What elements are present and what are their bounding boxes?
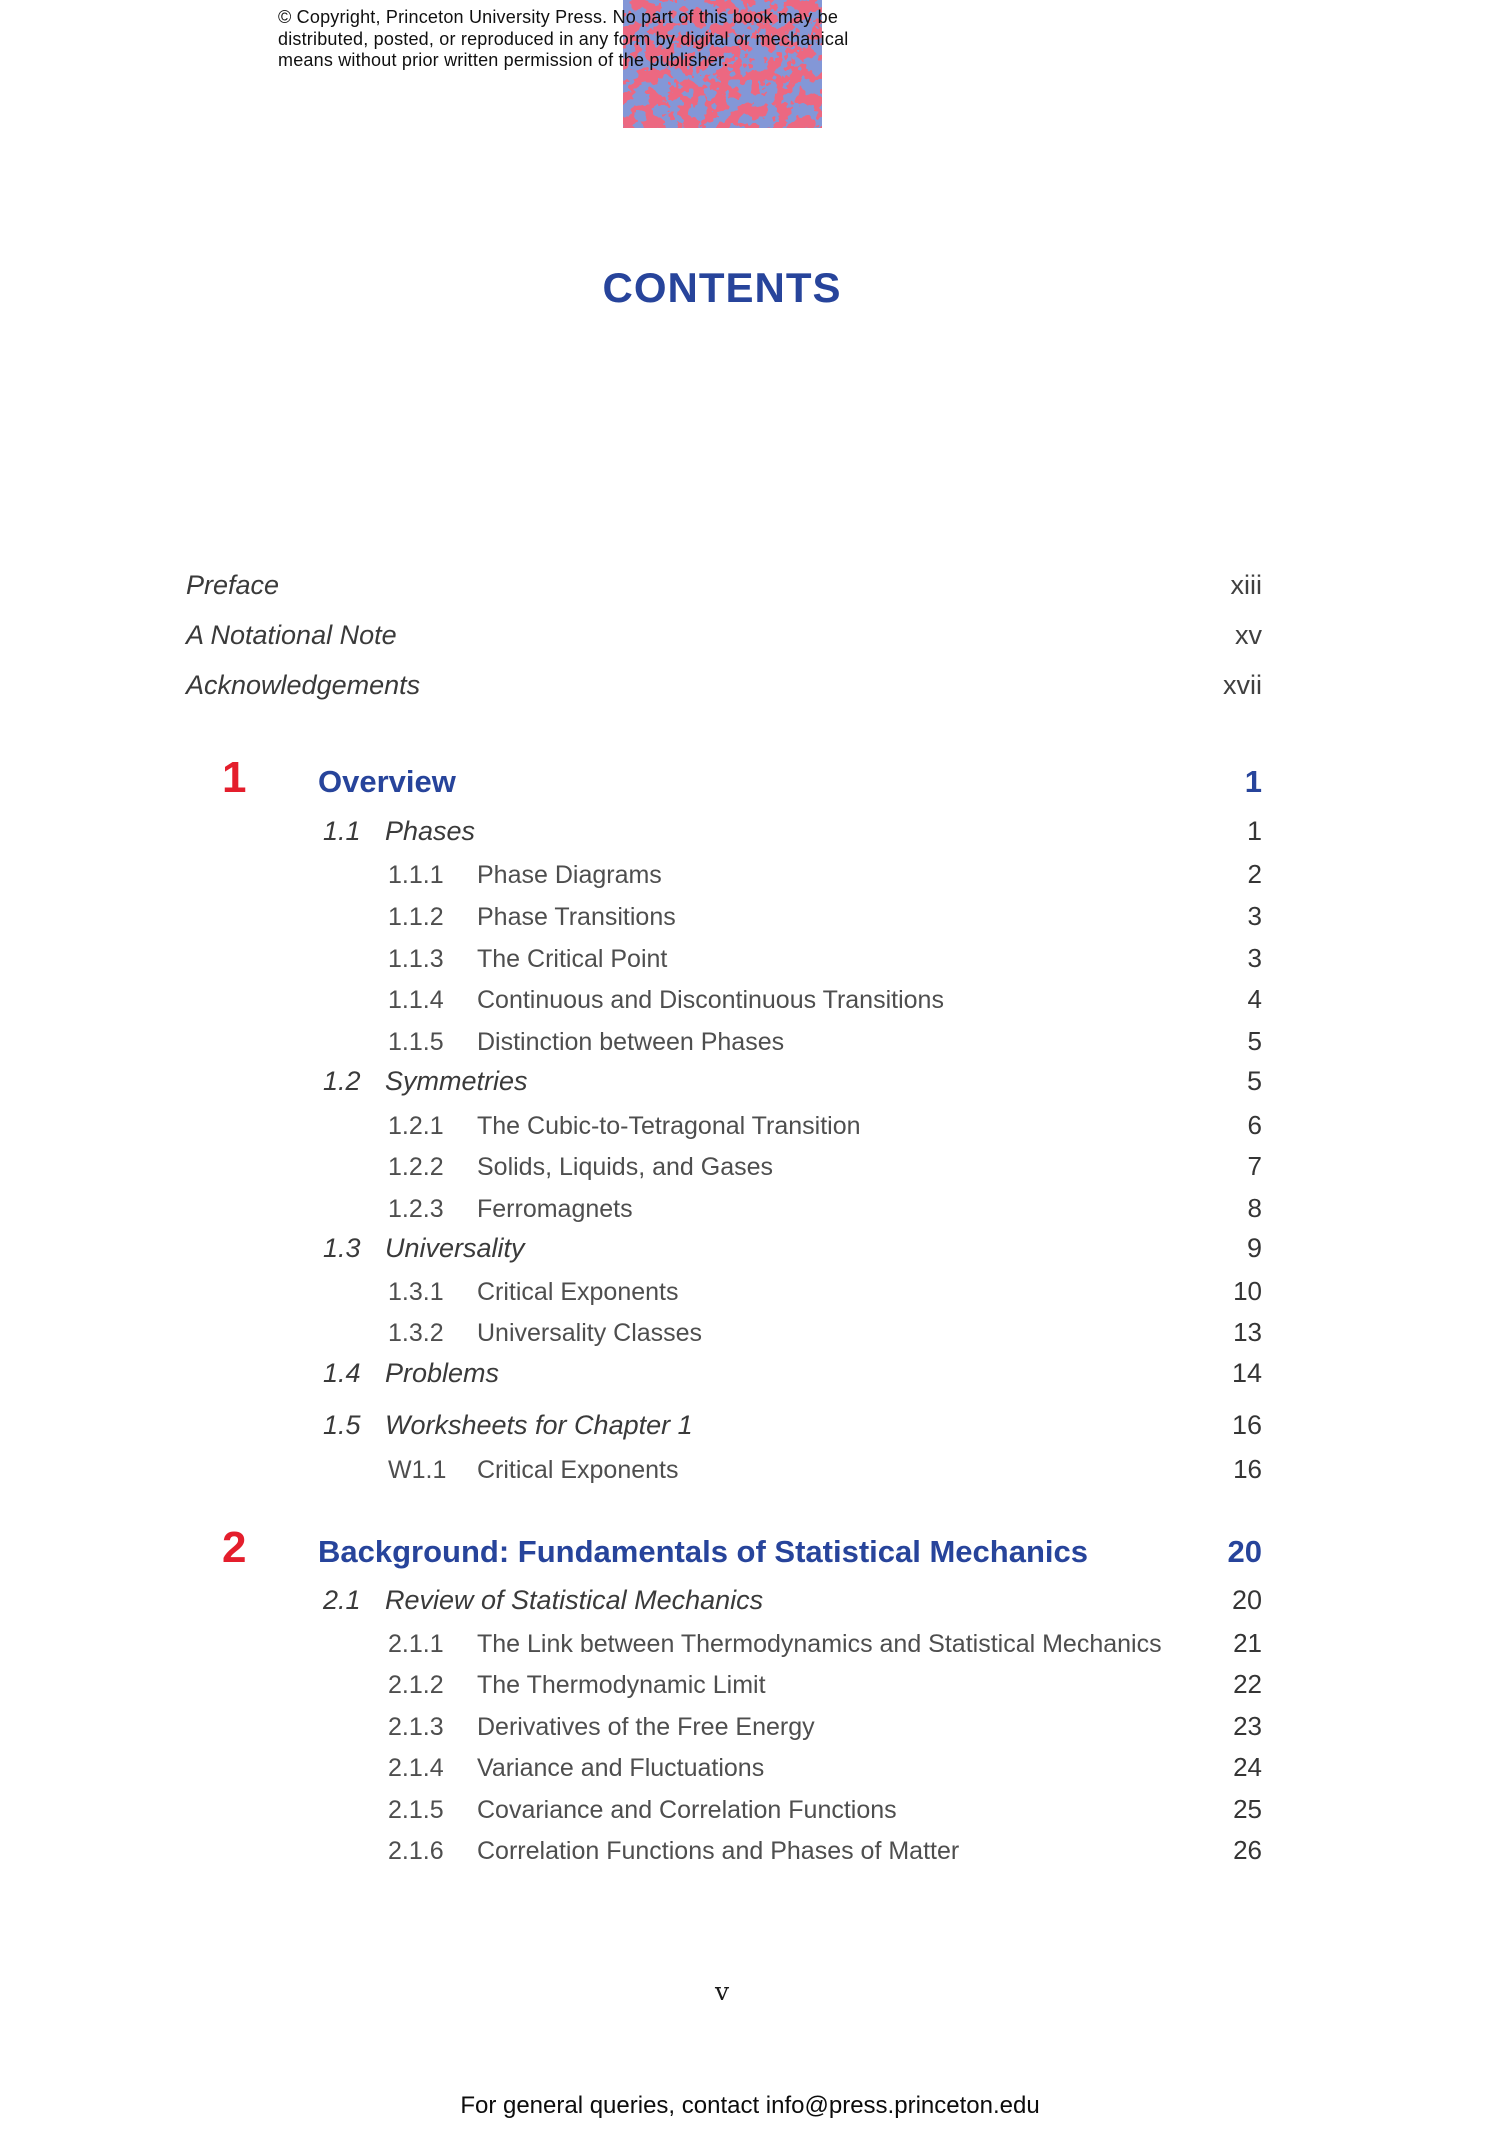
entry-number: 1.2: [323, 1066, 361, 1096]
entry-title: Variance and Fluctuations: [477, 1754, 765, 1782]
entry-number: 1.1.4: [388, 986, 444, 1014]
entry-number: 2.1.5: [388, 1796, 444, 1824]
toc-row-section: [0, 1360, 1500, 1387]
entry-number: 1.2.2: [388, 1153, 444, 1181]
entry-page: 8: [1247, 1193, 1262, 1223]
toc-row-subsection: [0, 1028, 1500, 1055]
entry-page: 21: [1233, 1628, 1262, 1658]
chapter-row: [0, 753, 1500, 802]
entry-number: 2.1.3: [388, 1713, 444, 1741]
copyright-line: distributed, posted, or reproduced in any form by digital or mechanical: [278, 28, 849, 49]
frontmatter-label: Preface: [186, 570, 280, 600]
entry-title: Universality Classes: [477, 1319, 703, 1347]
entry-title: Continuous and Discontinuous Transitions: [477, 986, 944, 1014]
entry-page: 22: [1233, 1669, 1262, 1699]
entry-page: 10: [1233, 1276, 1262, 1306]
entry-number: 1.3.1: [388, 1278, 444, 1306]
toc-row-section: [0, 818, 1500, 845]
toc-row-subsection: [0, 1195, 1500, 1222]
frontmatter-row: [0, 672, 1500, 699]
entry-page: 5: [1246, 1066, 1262, 1096]
frontmatter-page: xv: [1235, 620, 1262, 650]
entry-page: 2: [1247, 859, 1262, 889]
copyright-line: means without prior written permission of the publisher.: [278, 50, 729, 70]
entry-page: 6: [1247, 1110, 1262, 1140]
entry-number: 1.1.2: [388, 903, 444, 931]
chapter-row: [0, 1523, 1500, 1572]
entry-page: 16: [1233, 1454, 1262, 1484]
entry-page: 13: [1233, 1317, 1262, 1347]
toc-row-section: [0, 1587, 1500, 1614]
frontmatter-page: xiii: [1230, 570, 1262, 600]
entry-title: Worksheets for Chapter 1: [385, 1410, 693, 1440]
entry-number: 2.1.4: [388, 1754, 444, 1782]
entry-number: 2.1.2: [388, 1671, 444, 1699]
toc-row-subsection: [0, 986, 1500, 1013]
entry-title: Phase Transitions: [477, 903, 676, 931]
entry-number: 1.1.5: [388, 1028, 444, 1056]
entry-number: 1.2.3: [388, 1195, 444, 1223]
entry-title: Phase Diagrams: [477, 861, 662, 889]
entry-title: The Link between Thermodynamics and Statistical Mechanics: [477, 1630, 1162, 1658]
entry-title: Solids, Liquids, and Gases: [477, 1153, 774, 1181]
entry-number: 1.3.2: [388, 1319, 444, 1347]
frontmatter-page: xvii: [1223, 670, 1262, 700]
frontmatter-label: Acknowledgements: [186, 670, 421, 700]
toc-row-subsection: [0, 945, 1500, 972]
entry-title: Critical Exponents: [477, 1278, 679, 1306]
entry-page: 4: [1247, 984, 1262, 1014]
copyright-line: © Copyright, Princeton University Press. No part of this book may be: [278, 7, 839, 27]
entry-number: 2.1: [323, 1585, 361, 1615]
entry-page: 25: [1233, 1794, 1262, 1824]
toc-row-subsection: [0, 861, 1500, 888]
entry-number: 1.1.3: [388, 945, 444, 973]
footer-contact-line: For general queries, contact info@press.princeton.edu: [460, 2092, 1040, 2119]
toc-row-subsection: [0, 1153, 1500, 1180]
page-title: CONTENTS: [602, 264, 842, 311]
entry-title: Distinction between Phases: [477, 1028, 785, 1056]
chapter-page: 1: [1244, 764, 1262, 799]
entry-page: 14: [1231, 1358, 1262, 1388]
entry-title: Critical Exponents: [477, 1456, 679, 1484]
frontmatter-row: [0, 622, 1500, 649]
entry-number: 1.2.1: [388, 1112, 444, 1140]
copyright-notice: [278, 7, 849, 72]
toc-row-subsection: [0, 1671, 1500, 1698]
entry-title: The Critical Point: [477, 945, 668, 973]
entry-page: 9: [1246, 1233, 1262, 1263]
entry-title: Phases: [385, 816, 476, 846]
toc-row-subsection: [0, 1837, 1500, 1864]
toc-row-section: [0, 1068, 1500, 1095]
toc-row-subsection: [0, 1713, 1500, 1740]
entry-title: Correlation Functions and Phases of Matter: [477, 1837, 960, 1865]
entry-number: 1.1: [323, 816, 361, 846]
entry-title: The Thermodynamic Limit: [477, 1671, 766, 1699]
entry-title: Derivatives of the Free Energy: [477, 1713, 815, 1741]
toc-row-subsection: [0, 1796, 1500, 1823]
entry-number: 2.1.6: [388, 1837, 444, 1865]
entry-page: 16: [1231, 1410, 1262, 1440]
folio-page-number: v: [714, 1977, 730, 2006]
entry-number: 1.5: [323, 1410, 361, 1440]
entry-number: 2.1.1: [388, 1630, 444, 1658]
frontmatter-row: [0, 572, 1500, 599]
toc-row-subsection: [0, 1456, 1500, 1483]
entry-page: 5: [1247, 1026, 1262, 1056]
chapter-number: 1: [222, 753, 247, 802]
chapter-number: 2: [222, 1523, 247, 1572]
chapter-title: Overview: [318, 764, 456, 799]
toc-row-subsection: [0, 1278, 1500, 1305]
toc-row-subsection: [0, 1630, 1500, 1657]
entry-title: Universality: [385, 1233, 525, 1263]
toc-row-subsection: [0, 1754, 1500, 1781]
frontmatter-label: A Notational Note: [186, 620, 397, 650]
toc-row-subsection: [0, 1319, 1500, 1346]
entry-title: Symmetries: [385, 1066, 528, 1096]
entry-number: 1.3: [323, 1233, 361, 1263]
entry-page: 24: [1233, 1752, 1262, 1782]
entry-title: Covariance and Correlation Functions: [477, 1796, 897, 1824]
entry-title: Problems: [385, 1358, 500, 1388]
entry-title: Review of Statistical Mechanics: [385, 1585, 764, 1615]
entry-number: 1.1.1: [388, 861, 444, 889]
entry-page: 26: [1233, 1835, 1262, 1865]
entry-page: 3: [1247, 943, 1262, 973]
toc-row-subsection: [0, 903, 1500, 930]
entry-number: 1.4: [323, 1358, 361, 1388]
entry-page: 20: [1231, 1585, 1262, 1615]
entry-title: The Cubic-to-Tetragonal Transition: [477, 1112, 861, 1140]
entry-page: 3: [1247, 901, 1262, 931]
entry-number: W1.1: [388, 1456, 447, 1484]
chapter-page: 20: [1227, 1534, 1262, 1569]
entry-page: 23: [1233, 1711, 1262, 1741]
entry-page: 1: [1246, 816, 1262, 846]
entry-title: Ferromagnets: [477, 1195, 633, 1223]
entry-page: 7: [1247, 1151, 1262, 1181]
toc-row-section: [0, 1235, 1500, 1262]
toc-row-subsection: [0, 1112, 1500, 1139]
chapter-title: Background: Fundamentals of Statistical Mechanics: [318, 1534, 1088, 1569]
toc-row-section: [0, 1412, 1500, 1439]
